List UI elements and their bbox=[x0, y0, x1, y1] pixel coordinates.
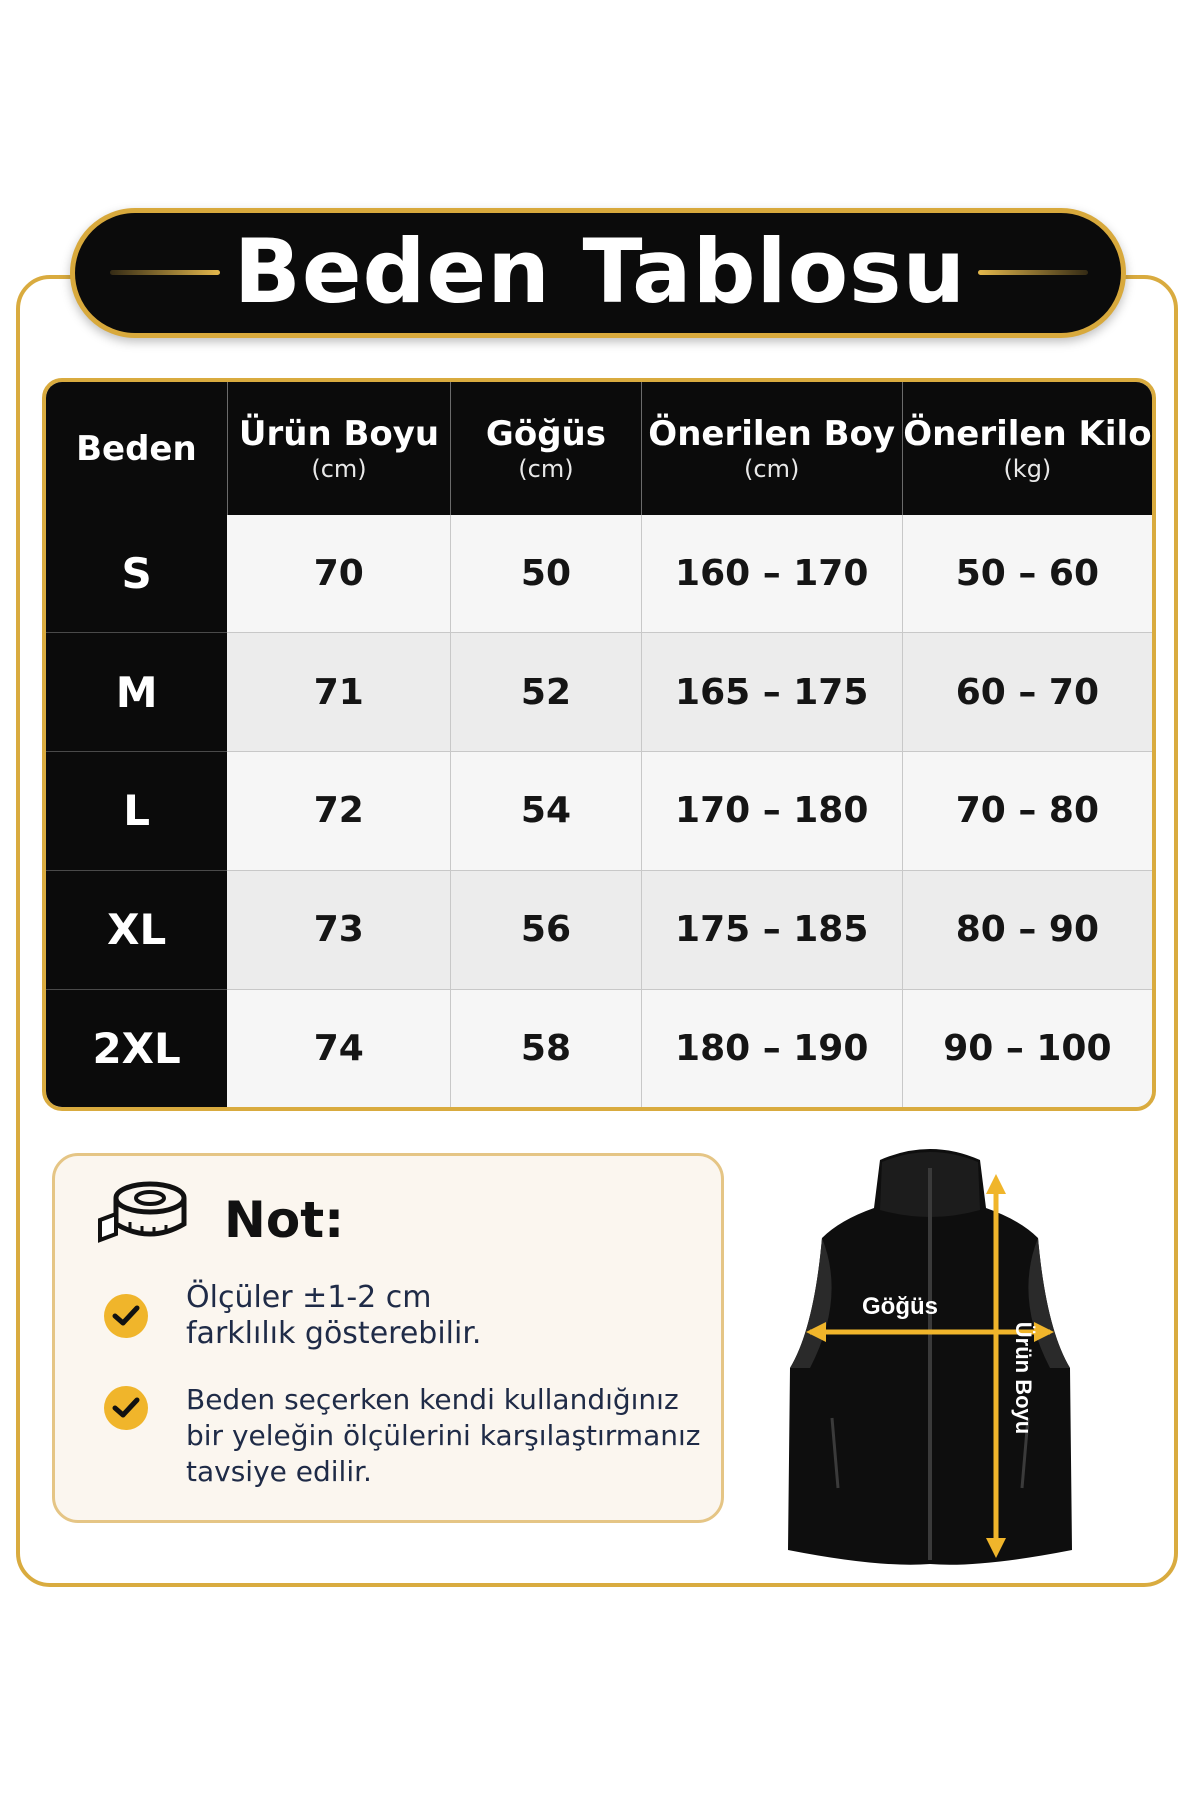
table-row bbox=[46, 870, 1152, 989]
weight-cell: 90 – 100 bbox=[902, 989, 1152, 1107]
header-size: Beden bbox=[46, 382, 227, 515]
size-cell: S bbox=[46, 515, 227, 633]
chest-cell: 56 bbox=[451, 870, 641, 989]
vest-illustration bbox=[780, 1128, 1120, 1578]
length-label: Ürün Boyu bbox=[1011, 1321, 1036, 1435]
weight-cell: 50 – 60 bbox=[902, 515, 1152, 633]
note-item-line: Beden seçerken kendi kullandığınız bbox=[186, 1383, 679, 1416]
length-cell: 74 bbox=[227, 989, 450, 1107]
size-cell: M bbox=[46, 633, 227, 752]
chest-cell: 58 bbox=[451, 989, 641, 1107]
height-cell: 160 – 170 bbox=[641, 515, 902, 633]
chest-label: Göğüs bbox=[862, 1293, 938, 1320]
length-cell: 72 bbox=[227, 752, 450, 871]
length-cell: 73 bbox=[227, 870, 450, 989]
table-row bbox=[46, 989, 1152, 1107]
note-item-line: tavsiye edilir. bbox=[186, 1455, 372, 1488]
header-height: Önerilen Boy (cm) bbox=[641, 382, 902, 515]
height-cell: 175 – 185 bbox=[641, 870, 902, 989]
page-title: Beden Tablosu bbox=[233, 220, 967, 323]
measuring-tape-icon bbox=[96, 1178, 188, 1250]
weight-cell: 60 – 70 bbox=[902, 633, 1152, 752]
chest-cell: 54 bbox=[451, 752, 641, 871]
table-row bbox=[46, 633, 1152, 752]
header-length: Ürün Boyu (cm) bbox=[227, 382, 450, 515]
length-cell: 70 bbox=[227, 515, 450, 633]
note-title: Not: bbox=[224, 1191, 345, 1249]
height-cell: 170 – 180 bbox=[641, 752, 902, 871]
header-weight: Önerilen Kilo (kg) bbox=[902, 382, 1152, 515]
note-item-1 bbox=[186, 1280, 706, 1352]
table-header-row bbox=[46, 382, 1152, 515]
note-item-line: bir yeleğin ölçülerini karşılaştırmanız bbox=[186, 1419, 701, 1452]
note-item-line: Ölçüler ±1-2 cm bbox=[186, 1280, 432, 1315]
size-cell: L bbox=[46, 752, 227, 871]
note-item-2 bbox=[186, 1382, 706, 1490]
size-cell: 2XL bbox=[46, 989, 227, 1107]
weight-cell: 70 – 80 bbox=[902, 752, 1152, 871]
table-row bbox=[46, 515, 1152, 633]
chest-cell: 50 bbox=[451, 515, 641, 633]
note-item-line: farklılık gösterebilir. bbox=[186, 1316, 482, 1351]
check-icon bbox=[104, 1294, 148, 1338]
size-cell: XL bbox=[46, 870, 227, 989]
header-chest: Göğüs (cm) bbox=[451, 382, 641, 515]
chest-cell: 52 bbox=[451, 633, 641, 752]
table-row bbox=[46, 752, 1152, 871]
height-cell: 180 – 190 bbox=[641, 989, 902, 1107]
size-table bbox=[42, 378, 1156, 1111]
height-cell: 165 – 175 bbox=[641, 633, 902, 752]
weight-cell: 80 – 90 bbox=[902, 870, 1152, 989]
check-icon bbox=[104, 1386, 148, 1430]
length-cell: 71 bbox=[227, 633, 450, 752]
